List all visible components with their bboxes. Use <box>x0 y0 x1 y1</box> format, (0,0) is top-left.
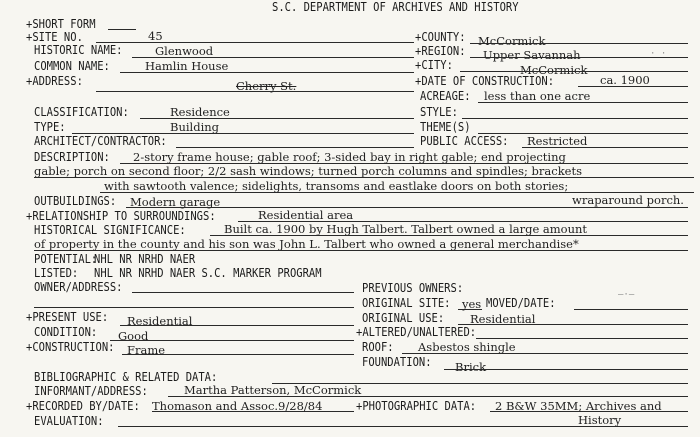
region-label: +REGION: <box>415 43 466 58</box>
recorded-by-value: Thomason and Assoc.9/28/84 <box>152 399 323 413</box>
informant-label: INFORMANT/ADDRESS: <box>34 383 148 398</box>
altered-label: +ALTERED/UNALTERED: <box>356 324 477 339</box>
listed-options: NHL NR NRHD NAER S.C. MARKER PROGRAM <box>94 265 322 280</box>
historical-significance-label: HISTORICAL SIGNIFICANCE: <box>34 222 186 237</box>
moved-date-label: MOVED/DATE: <box>486 295 556 310</box>
address-value: Cherry St. <box>236 79 297 93</box>
roof-line <box>402 353 688 354</box>
type-label: TYPE: <box>34 119 66 134</box>
description-line-1: 2-story frame house; gable roof; 3-sided bay in right gable; end projecting <box>133 150 566 164</box>
foundation-label: FOUNDATION: <box>362 354 432 369</box>
foundation-value: Brick <box>455 360 487 374</box>
recorded-by-line <box>152 411 354 412</box>
previous-owners-label: PREVIOUS OWNERS: <box>362 280 464 295</box>
moved-date-line <box>574 309 688 310</box>
historic-name-value: Glenwood <box>155 44 214 58</box>
informant-line <box>168 396 688 397</box>
bibliographic-label: BIBLIOGRAPHIC & RELATED DATA: <box>34 369 218 384</box>
public-access-label: PUBLIC ACCESS: <box>420 133 509 148</box>
present-use-label: +PRESENT USE: <box>26 309 109 324</box>
description-line-3: with sawtooth valence; sidelights, transoms and eastlake doors on both stories; <box>104 179 569 193</box>
roof-label: ROOF: <box>362 339 394 354</box>
historical-significance-line-2: of property in the county and his son was John L. Talbert who owned a general merchandise* <box>34 237 579 251</box>
original-site-value: yes <box>462 297 482 311</box>
classification-line <box>140 118 414 119</box>
city-value: McCormick <box>520 63 588 77</box>
construction-line <box>122 354 354 355</box>
theme-label: THEME(S) <box>420 119 471 134</box>
region-value: Upper Savannah <box>483 48 581 62</box>
recorded-by-label: +RECORDED BY/DATE: <box>26 398 140 413</box>
short-form-label: +SHORT FORM <box>26 16 96 31</box>
potential-options: NHL NR NRHD NAER <box>94 251 196 266</box>
description-line-2: gable; porch on second floor; 2/2 sash windows; turned porch columns and spindles; brackets <box>34 164 582 178</box>
photographic-data-line-1: 2 B&W 35MM; Archives and <box>495 399 662 413</box>
address-line <box>96 91 414 92</box>
owner-address-label: OWNER/ADDRESS: <box>34 279 123 294</box>
short-form-line <box>108 29 136 30</box>
present-use-line <box>120 325 354 326</box>
acreage-line <box>478 102 688 103</box>
potential-label: POTENTIAL: <box>34 251 98 266</box>
original-use-line <box>458 324 688 325</box>
style-line <box>462 118 688 119</box>
site-no-line <box>96 42 414 43</box>
site-no-label: +SITE NO. <box>26 29 83 44</box>
type-value: Building <box>170 120 220 134</box>
acreage-value: less than one acre <box>484 89 591 103</box>
description-label: DESCRIPTION: <box>34 149 110 164</box>
historical-significance-line-1: Built ca. 1900 by Hugh Talbert. Talbert owned a large amount <box>224 222 588 236</box>
historic-name-line <box>132 57 414 58</box>
style-label: STYLE: <box>420 104 458 119</box>
architect-line <box>176 147 414 148</box>
survey-form: S.C. DEPARTMENT OF ARCHIVES AND HISTORY +SHORT FORM +SITE NO. 45 +COUNTY: McCormick HISTORIC NAME: Glenwood +REGION: Upper Savannah · · COMMON NAME: Hamlin House +CITY: McCormick +ADDRESS: Cherry St. +DATE OF CONSTRUCTION: ca. 1900 ACREAGE: less than one acre CLASSIFICATION: Residence STYLE: TYPE: Building THEME(S) ARCHITECT/CONTRACTOR: PUBLIC ACCESS: Restricted DESCRIPTION: 2-story frame house; gable roof; 3-sided bay in right gable; end projecting gable; porch on second floor; 2/2 sash windows; turned porch columns and spindles; brackets with sawtooth valence; sidelights, transoms and eastlake doors on both stories; wraparound porch. OUTBUILDINGS: Modern garage +RELATIONSHIP TO SURROUNDINGS: Residential area HISTORICAL SIGNIFICANCE: Built ca. 1900 by Hugh Talbert. Talbert owned a large amount of property in the county and his son was John L. Talbert who owned a general merchandise* POTENTIAL: NHL NR NRHD NAER LISTED: NHL NR NRHD NAER S.C. MARKER PROGRAM OWNER/ADDRESS: PREVIOUS OWNERS: ORIGINAL SITE: yes MOVED/DATE: –·– +PRESENT USE: Residential ORIGINAL USE: Residential CONDITION: Good +ALTERED/UNALTERED: +CONSTRUCTION: Frame ROOF: Asbestos shingle FOUNDATION: Brick BIBLIOGRAPHIC & RELATED DATA: INFORMANT/ADDRESS: Martha Patterson, McCormick +RECORDED BY/DATE: Thomason and Assoc.9/28/84 +PHOTOGRAPHIC DATA: 2 B&W 35MM; Archives and History EVALUATION: <box>0 0 700 437</box>
condition-line <box>110 340 354 341</box>
description-rule-2 <box>34 177 694 178</box>
historic-name-label: HISTORIC NAME: <box>34 42 123 57</box>
original-site-line <box>458 309 482 310</box>
form-header: S.C. DEPARTMENT OF ARCHIVES AND HISTORY <box>272 0 519 14</box>
relationship-value: Residential area <box>258 208 354 222</box>
city-label: +CITY: <box>415 57 453 72</box>
owner-address-line <box>132 292 354 293</box>
county-label: +COUNTY: <box>415 29 466 44</box>
photographic-data-rule-1 <box>490 411 688 412</box>
original-use-label: ORIGINAL USE: <box>362 310 445 325</box>
acreage-label: ACREAGE: <box>420 88 471 103</box>
altered-line <box>476 338 688 339</box>
common-name-value: Hamlin House <box>145 59 229 73</box>
description-line-4: wraparound porch. <box>572 193 684 207</box>
county-value: McCormick <box>478 34 546 48</box>
site-no-value: 45 <box>148 29 163 43</box>
historical-significance-rule-1 <box>210 235 688 236</box>
condition-value: Good <box>118 329 149 343</box>
original-use-value: Residential <box>470 312 536 326</box>
present-use-value: Residential <box>127 314 193 328</box>
date-of-construction-value: ca. 1900 <box>600 73 650 87</box>
public-access-value: Restricted <box>527 134 588 148</box>
date-of-construction-label: +DATE OF CONSTRUCTION: <box>415 73 555 88</box>
foundation-line <box>444 369 688 370</box>
listed-label: LISTED: <box>34 265 79 280</box>
classification-label: CLASSIFICATION: <box>34 104 129 119</box>
date-of-construction-line <box>578 86 688 87</box>
original-site-label: ORIGINAL SITE: <box>362 295 451 310</box>
common-name-line <box>120 72 414 73</box>
county-line <box>470 43 688 44</box>
address-label: +ADDRESS: <box>26 73 83 88</box>
evaluation-label: EVALUATION: <box>34 413 104 428</box>
roof-value: Asbestos shingle <box>418 340 516 354</box>
public-access-line <box>522 147 688 148</box>
photographic-data-label: +PHOTOGRAPHIC DATA: <box>356 398 477 413</box>
architect-label: ARCHITECT/CONTRACTOR: <box>34 133 167 148</box>
relationship-label: +RELATIONSHIP TO SURROUNDINGS: <box>26 208 216 223</box>
construction-value: Frame <box>127 343 166 357</box>
city-line <box>460 71 688 72</box>
common-name-label: COMMON NAME: <box>34 58 110 73</box>
outbuildings-label: OUTBUILDINGS: <box>34 193 117 208</box>
photographic-data-line-2: History <box>578 413 622 427</box>
condition-label: CONDITION: <box>34 324 98 339</box>
construction-label: +CONSTRUCTION: <box>26 339 115 354</box>
informant-value: Martha Patterson, McCormick <box>184 383 362 397</box>
classification-value: Residence <box>170 105 230 119</box>
outbuildings-value: Modern garage <box>130 195 221 209</box>
owner-address-line-2 <box>34 307 354 308</box>
evaluation-line <box>118 426 688 427</box>
